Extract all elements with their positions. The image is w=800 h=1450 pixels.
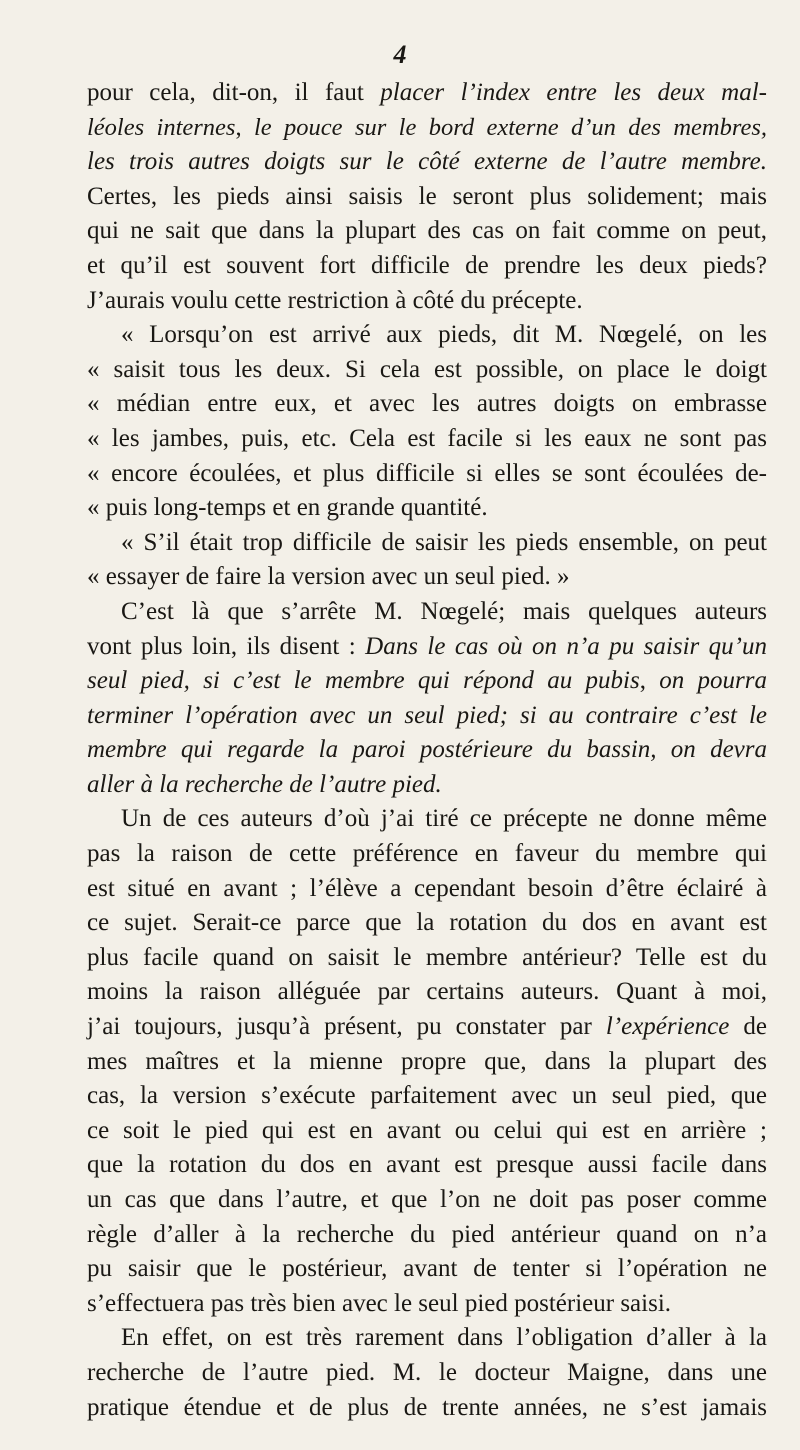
text-line: [87, 1321, 767, 1356]
text-segment: « Lorsqu’on est arrivé aux pieds, dit M. Nœgelé, on les: [121, 321, 767, 349]
text-line: [87, 1079, 767, 1114]
text-segment: de: [729, 1013, 767, 1041]
text-line: [87, 111, 767, 146]
text-line: [87, 1218, 767, 1253]
page-number: 4: [393, 40, 407, 69]
text-line: [87, 802, 767, 837]
text-segment: qui ne sait que dans la plupart des cas on fait comme on peut,: [87, 217, 767, 245]
text-segment: un cas que dans l’autre, et que l’on ne doit pas poser comme: [87, 1186, 767, 1213]
text-segment: pratique étendue et de plus de trente années, ne s’est jamais: [87, 1393, 767, 1421]
text-segment: « médian entre eux, et avec les autres doigts on embrasse: [87, 390, 767, 418]
body-text: [87, 76, 767, 1425]
text-line: [87, 284, 767, 319]
text-line: [87, 76, 767, 111]
text-segment: ,: [639, 667, 660, 695]
text-line: [87, 975, 767, 1010]
text-line: [87, 422, 767, 457]
text-line: [87, 180, 767, 215]
text-segment: « essayer de faire la version avec un seul pied. »: [87, 563, 570, 591]
text-line: [87, 353, 767, 388]
italic-text-segment: le pouce sur le bord externe d’un des membres,: [253, 113, 767, 141]
text-line: [87, 1252, 767, 1287]
text-line: [87, 1391, 767, 1426]
text-line: [87, 872, 767, 907]
text-line: [87, 941, 767, 976]
text-segment: règle d’aller à la recherche du pied antérieur quand on n’a: [87, 1220, 767, 1248]
text-line: [87, 1114, 767, 1149]
text-segment: J’aurais voulu cette restriction à côté du précepte.: [87, 286, 583, 314]
text-segment: ce soit le pied qui est en avant ou celui qui est en arrière ;: [87, 1116, 767, 1144]
italic-text-segment: aller à la recherche de l’autre pied.: [87, 770, 442, 798]
text-segment: j’ai toujours, jusqu’à présent, pu constater par: [87, 1013, 606, 1041]
text-line: [87, 249, 767, 284]
text-line: [87, 664, 767, 699]
text-line: [87, 1045, 767, 1080]
text-segment: recherche de l’autre pied. M. le docteur Maigne, dans une: [87, 1358, 767, 1386]
text-segment: En effet, on est très rarement dans l’obligation d’aller à la: [121, 1324, 767, 1352]
italic-text-segment: membre qui regarde la paroi postérieure du bassin, on devra: [87, 736, 767, 764]
text-segment: ,: [235, 113, 254, 141]
text-segment: ce sujet. Serait-ce parce que la rotation du dos en avant est: [87, 909, 767, 937]
text-segment: Un de ces auteurs d’où j’ai tiré ce précepte ne donne même: [121, 805, 767, 833]
italic-text-segment: placer l’index entre les deux mal-: [380, 79, 767, 106]
text-segment: « S’il était trop difficile de saisir les pieds ensemble, on peut: [121, 528, 767, 556]
text-line: [87, 145, 767, 180]
text-segment: pas la raison de cette préférence en faveur du membre qui: [87, 840, 767, 868]
text-line: [87, 491, 767, 526]
text-segment: C’est là que s’arrête M. Nœgelé; mais quelques auteurs: [121, 597, 767, 625]
text-line: [87, 1010, 767, 1045]
text-segment: pour cela, dit-on, il faut: [87, 79, 381, 106]
text-line: [87, 1356, 767, 1391]
text-line: [87, 699, 767, 734]
text-line: [87, 595, 767, 630]
text-line: [87, 837, 767, 872]
text-segment: s’effectuera pas très bien avec le seul pied postérieur saisi.: [87, 1289, 672, 1317]
text-segment: et qu’il est souvent fort difficile de prendre les deux pieds?: [87, 251, 767, 279]
text-line: [87, 630, 767, 665]
text-line: [87, 318, 767, 353]
italic-text-segment: on pourra: [659, 667, 767, 695]
text-line: [87, 387, 767, 422]
italic-text-segment: seul pied, si c’est le membre qui répond au pubis: [87, 667, 640, 695]
text-segment: cas, la version s’exécute parfaitement avec un seul pied, que: [87, 1082, 767, 1110]
text-line: [87, 906, 767, 941]
text-line: [87, 560, 767, 595]
text-line: [87, 733, 767, 768]
text-segment: « encore écoulées, et plus difficile si elles se sont écoulées de-: [87, 459, 767, 487]
text-segment: « saisit tous les deux. Si cela est possible, on place le doigt: [87, 355, 767, 383]
italic-text-segment: l’expérience: [605, 1013, 730, 1041]
text-segment: « les jambes, puis, etc. Cela est facile si les eaux ne sont pas: [87, 424, 767, 452]
text-segment: que la rotation du dos en avant est presque aussi facile dans: [87, 1151, 767, 1179]
text-line: [87, 1183, 767, 1218]
text-segment: vont plus loin, ils disent :: [87, 632, 366, 660]
text-line: [87, 1148, 767, 1183]
text-line: [87, 768, 767, 803]
italic-text-segment: léoles internes: [87, 113, 236, 141]
text-segment: « puis long-temps et en grande quantité.: [87, 494, 488, 522]
text-line: [87, 457, 767, 492]
text-segment: moins la raison alléguée par certains auteurs. Quant à moi,: [87, 978, 767, 1006]
text-line: [87, 214, 767, 249]
text-segment: mes maîtres et la mienne propre que, dans la plupart des: [87, 1047, 767, 1075]
text-line: [87, 526, 767, 561]
text-segment: pu saisir que le postérieur, avant de tenter si l’opération ne: [87, 1255, 767, 1283]
text-line: [87, 1287, 767, 1322]
text-segment: Certes, les pieds ainsi saisis le seront plus solidement; mais: [87, 182, 767, 210]
italic-text-segment: les trois autres doigts sur le côté externe de l’autre membre.: [87, 148, 767, 176]
italic-text-segment: terminer l’opération avec un seul pied; si au contraire c’est le: [87, 701, 767, 729]
italic-text-segment: Dans le cas où on n’a pu saisir qu’un: [365, 632, 767, 660]
text-segment: plus facile quand on saisit le membre antérieur? Telle est du: [87, 943, 767, 971]
text-segment: est situé en avant ; l’élève a cependant besoin d’être éclairé à: [87, 874, 767, 902]
